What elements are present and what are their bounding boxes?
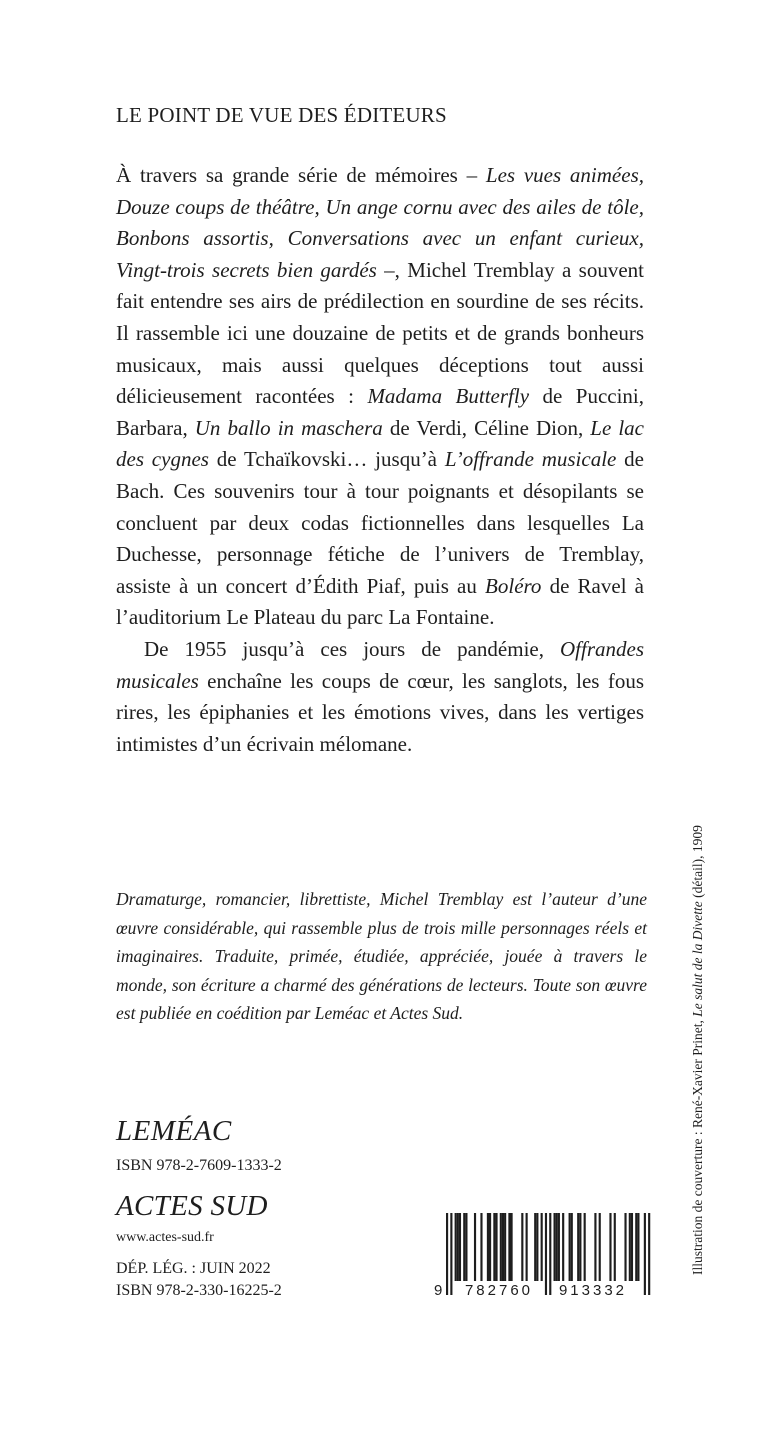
barcode-bar: [629, 1213, 631, 1281]
barcode-bar: [631, 1213, 633, 1281]
barcode-bar: [487, 1213, 489, 1281]
blurb-paragraph-2: De 1955 jusqu’à ces jours de pandémie, Offrandes musicales enchaîne les coups de cœur, les sanglots, les fous rires, les épiphanies et les émotions vives, dans les vertiges intimistes d’un écrivain mélomane.: [116, 636, 644, 756]
barcode-bar: [558, 1213, 560, 1281]
barcode-right-digits: 913332: [558, 1282, 628, 1297]
barcode-bar: [502, 1213, 504, 1281]
barcode-bar: [577, 1213, 579, 1281]
italic-title: Le lac des cygnes: [116, 415, 645, 472]
author-bio: [116, 885, 647, 1028]
barcode-bar: [463, 1213, 465, 1281]
barcode-bar: [489, 1213, 491, 1281]
italic-title: Le salut de la Divette: [690, 901, 705, 1017]
barcode: [432, 1213, 657, 1297]
barcode-bar: [480, 1213, 482, 1281]
barcode-bar: [579, 1213, 581, 1281]
blurb-paragraph-1: À travers sa grande série de mémoires – Les vues animées, Douze coups de théâtre, Un ange cornu avec des ailes de tôle, Bonbons assortis, Conversations avec un enfant curieux, Vingt-trois secrets bien gardés –, Michel Tremblay a souvent fait entendre ses airs de prédilection en sourdine de ses récits. Il rassemble ici une douzaine de petits et de grands bonheurs musicaux, mais aussi quelques déceptions tout aussi délicieusement racontées : Madama Butterfly de Puccini, Barbara, Un ballo in maschera de Verdi, Céline Dion, Le lac des cygnes de Tchaïkovski… jusqu’à L’offrande musicale de Bach. Ces souvenirs tour à tour poignants et désopilants se concluent par deux codas fictionnelles dans lesquelles La Duchesse, personnage fétiche de l’univers de Tremblay, assiste à un concert d’Édith Piaf, puis au Boléro de Ravel à l’auditorium Le Plateau du parc La Fontaine.: [116, 163, 645, 630]
publisher-url: www.actes-sud.fr: [116, 1230, 214, 1245]
publisher-lemeac: LEMÉAC: [116, 1115, 232, 1147]
barcode-bar: [637, 1213, 639, 1281]
barcode-bar: [569, 1213, 571, 1281]
barcode-bar: [599, 1213, 601, 1281]
isbn-lemeac: ISBN 978-2-7609-1333-2: [116, 1157, 282, 1174]
italic-title: Offrandes musicales: [116, 636, 644, 693]
barcode-bar: [584, 1213, 586, 1281]
barcode-bar: [549, 1213, 551, 1295]
barcode-bar: [474, 1213, 476, 1281]
barcode-bar: [571, 1213, 573, 1281]
italic-title: Boléro: [485, 573, 542, 598]
barcode-bar: [556, 1213, 558, 1281]
barcode-bar: [644, 1213, 646, 1295]
barcode-bar: [594, 1213, 596, 1281]
barcode-bar: [545, 1213, 547, 1295]
barcode-bar: [465, 1213, 467, 1281]
publisher-actes-sud: ACTES SUD: [116, 1190, 268, 1222]
cover-illustration-credit: Illustration de couverture : René-Xavier Prinet, Le salut de la Divette (détail), 1909: [690, 825, 705, 1275]
barcode-bar: [511, 1213, 513, 1281]
barcode-bar: [446, 1213, 448, 1295]
barcode-bar: [493, 1213, 495, 1281]
italic-title: Les vues animées, Douze coups de théâtre, Un ange cornu avec des ailes de tôle, Bonbons assortis, Conversations avec un enfant curieux, Vingt-trois secrets bien gardés: [116, 163, 644, 282]
barcode-bar: [534, 1213, 536, 1281]
barcode-bar: [521, 1213, 523, 1281]
barcode-bar: [648, 1213, 650, 1295]
barcode-bar: [526, 1213, 528, 1281]
barcode-bar: [635, 1213, 637, 1281]
barcode-bar: [504, 1213, 506, 1281]
barcode-bar: [457, 1213, 459, 1281]
publisher-blurb: [116, 160, 644, 760]
barcode-bar: [624, 1213, 626, 1281]
author-bio-text: Dramaturge, romancier, librettiste, Michel Tremblay est l’auteur d’une œuvre considérable, qui rassemble plus de trois mille personnages réels et imaginaires. Traduite, primée, étudiée, appréciée, jouée à travers le monde, son écriture a charmé des générations de lecteurs. Toute son œuvre est publiée en coédition par Leméac et Actes Sud.: [116, 889, 647, 1023]
barcode-bar: [450, 1213, 452, 1295]
isbn-actes-sud: ISBN 978-2-330-16225-2: [116, 1282, 282, 1299]
barcode-bar: [562, 1213, 564, 1281]
barcode-bar: [508, 1213, 510, 1281]
barcode-bar: [495, 1213, 497, 1281]
barcode-bar: [614, 1213, 616, 1281]
section-heading: LE POINT DE VUE DES ÉDITEURS: [116, 103, 447, 127]
barcode-bar: [609, 1213, 611, 1281]
barcode-bar: [455, 1213, 457, 1281]
barcode-bar: [536, 1213, 538, 1281]
barcode-bar: [541, 1213, 543, 1281]
legal-deposit: DÉP. LÉG. : JUIN 2022: [116, 1260, 271, 1277]
italic-title: Madama Butterfly: [367, 384, 530, 409]
barcode-left-digits: 782760: [464, 1282, 534, 1297]
barcode-bar: [459, 1213, 461, 1281]
italic-title: Un ballo in maschera: [194, 415, 383, 440]
italic-title: L’offrande musicale: [444, 447, 617, 472]
barcode-first-digit: 9: [434, 1282, 443, 1297]
barcode-bar: [500, 1213, 502, 1281]
barcode-bar: [554, 1213, 556, 1281]
